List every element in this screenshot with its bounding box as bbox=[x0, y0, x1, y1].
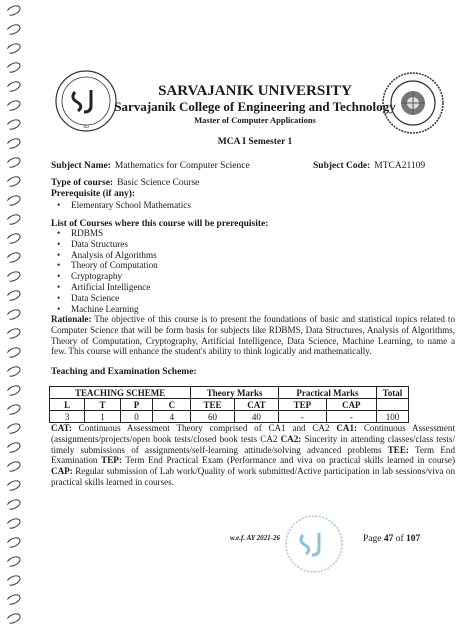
binder-ring-icon bbox=[5, 497, 22, 511]
table-cell: 40 bbox=[234, 411, 278, 423]
table-subheader: TEE bbox=[191, 399, 235, 411]
table-cell: - bbox=[279, 411, 327, 423]
definition-term: CAP: bbox=[51, 466, 73, 477]
scheme-heading: Teaching and Examination Scheme: bbox=[51, 367, 197, 377]
list-item: • Theory of Computation bbox=[51, 260, 158, 271]
definition-term: CA1: bbox=[336, 423, 358, 433]
binder-ring-icon bbox=[5, 22, 22, 36]
binder-ring-icon bbox=[5, 516, 22, 530]
table-cell: 60 bbox=[191, 411, 235, 423]
definition-text: Continuous Assessment Theory comprised of CA1 and CA2 bbox=[71, 423, 337, 433]
program-name: Master of Computer Applications bbox=[194, 115, 316, 125]
page-total: 107 bbox=[406, 534, 421, 544]
list-item: • Artificial Intelligence bbox=[51, 282, 158, 293]
binder-ring-icon bbox=[5, 383, 22, 397]
binder-ring-icon bbox=[5, 3, 22, 17]
list-item: • RDBMS bbox=[51, 228, 158, 239]
prerequisite-heading: Prerequisite (if any): bbox=[51, 189, 136, 199]
binder-ring-icon bbox=[5, 402, 22, 416]
definition-term: CAT: bbox=[51, 423, 72, 433]
list-item: • Data Science bbox=[51, 293, 158, 304]
list-item: • Machine Learning bbox=[51, 304, 158, 315]
binder-ring-icon bbox=[5, 193, 22, 207]
binder-ring-icon bbox=[5, 364, 22, 378]
page-number bbox=[363, 534, 420, 544]
binder-ring-icon bbox=[5, 459, 22, 473]
subject-name-label: Subject Name: bbox=[51, 161, 111, 171]
list-item: • Data Structures bbox=[51, 239, 158, 250]
binder-ring-icon bbox=[5, 231, 22, 245]
definition-term: TEE: bbox=[387, 444, 409, 455]
definition-text: Regular submission of Lab work/Quality of work submitted/Active participation in lab sessions/viva on practical skills learned in courses. bbox=[51, 466, 455, 487]
binder-ring-icon bbox=[5, 345, 22, 359]
subject-code-label: Subject Code: bbox=[313, 161, 371, 171]
table-subheader-empty bbox=[376, 399, 408, 411]
binder-rings bbox=[2, 0, 26, 632]
courses-heading: List of Courses where this course will be prerequisite: bbox=[51, 219, 269, 229]
logo-lettering: SU bbox=[83, 124, 89, 129]
subject-code-row bbox=[313, 155, 425, 173]
binder-ring-icon bbox=[5, 554, 22, 568]
table-cell: 0 bbox=[120, 411, 153, 423]
course-type-value: Basic Science Course bbox=[117, 178, 200, 188]
list-item: • Analysis of Algorithms bbox=[51, 250, 158, 261]
definition-term: CA2: bbox=[280, 433, 302, 444]
binder-ring-icon bbox=[5, 41, 22, 55]
subject-name-row bbox=[51, 155, 250, 173]
rationale-label: Rationale: bbox=[51, 314, 92, 324]
table-subheader: L bbox=[50, 399, 85, 411]
prerequisite-list bbox=[51, 200, 191, 211]
table-subheader: TEP bbox=[279, 399, 327, 411]
subject-code-value: MTCA21109 bbox=[374, 161, 426, 171]
theory-marks-header: Theory Marks bbox=[191, 387, 279, 399]
table-subheader: CAT bbox=[234, 399, 278, 411]
rationale-paragraph bbox=[51, 314, 455, 357]
table-subheader-row bbox=[50, 399, 409, 411]
definition-text: Term End Practical Exam (Performance and viva on practical skills learned in course) bbox=[121, 455, 455, 466]
binder-ring-icon bbox=[5, 535, 22, 549]
binder-ring-icon bbox=[5, 136, 22, 150]
table-subheader: CAP bbox=[326, 399, 376, 411]
binder-ring-icon bbox=[5, 440, 22, 454]
subject-name-value: Mathematics for Computer Science bbox=[114, 161, 250, 171]
binder-ring-icon bbox=[5, 98, 22, 112]
semester-title: MCA I Semester 1 bbox=[217, 137, 293, 147]
page-current: 47 bbox=[383, 534, 394, 544]
table-cell: 4 bbox=[153, 411, 191, 423]
binder-ring-icon bbox=[5, 326, 22, 340]
definition-text: Term End Examination bbox=[51, 444, 455, 466]
binder-ring-icon bbox=[5, 611, 22, 625]
binder-ring-icon bbox=[5, 269, 22, 283]
binder-ring-icon bbox=[5, 478, 22, 492]
courses-list bbox=[51, 228, 158, 314]
binder-ring-icon bbox=[5, 573, 22, 587]
table-row bbox=[50, 411, 409, 423]
teaching-scheme-header: TEACHING SCHEME bbox=[50, 387, 191, 399]
table-subheader: C bbox=[153, 399, 191, 411]
binder-ring-icon bbox=[5, 155, 22, 169]
table-cell: 1 bbox=[85, 411, 120, 423]
definition-text: Continuous Assessment (assignments/projects/open book tests/closed book tests CA2 bbox=[51, 423, 455, 444]
binder-ring-icon bbox=[5, 421, 22, 435]
binder-ring-icon bbox=[5, 307, 22, 321]
binder-ring-icon bbox=[5, 250, 22, 264]
table-cell: 100 bbox=[376, 411, 408, 423]
course-type-row bbox=[51, 172, 199, 190]
binder-ring-icon bbox=[5, 288, 22, 302]
definition-text: Sincerity in attending classes/class tests/ timely submissions of assignments/self-learning attitude/solving advanced problems bbox=[51, 433, 455, 455]
table-subheader: P bbox=[120, 399, 153, 411]
rationale-text: The objective of this course is to present the foundations of basic and statistical topics related to Computer Science that will be form basis for subjects like RDBMS, Data Structures, Analysis of Algorithms, Theory of Computation, Cryptography, Artificial Intelligence, Data Science, Machine Learning, to name a few. This course will enhance the student's ability to think logically and mathematically. bbox=[51, 314, 455, 357]
binder-ring-icon bbox=[5, 117, 22, 131]
binder-ring-icon bbox=[5, 592, 22, 606]
table-cell: 3 bbox=[50, 411, 85, 423]
table-subheader: T bbox=[85, 399, 120, 411]
document-page bbox=[45, 0, 465, 632]
list-item: • Elementary School Mathematics bbox=[51, 200, 191, 211]
total-header: Total bbox=[376, 387, 408, 399]
watermark-logo bbox=[283, 513, 345, 575]
definition-term: TEP: bbox=[101, 455, 122, 466]
list-item: • Cryptography bbox=[51, 271, 158, 282]
table-cell: - bbox=[326, 411, 376, 423]
effective-year: w.e.f. AY 2021-26 bbox=[230, 534, 280, 542]
scheme-table bbox=[49, 386, 409, 423]
binder-ring-icon bbox=[5, 174, 22, 188]
college-name: Sarvajanik College of Engineering and Technology bbox=[114, 99, 396, 114]
practical-marks-header: Practical Marks bbox=[279, 387, 377, 399]
page-prefix: Page bbox=[363, 534, 384, 544]
binder-ring-icon bbox=[5, 212, 22, 226]
table-header-row bbox=[50, 387, 409, 399]
binder-ring-icon bbox=[5, 60, 22, 74]
definitions-paragraph bbox=[51, 423, 455, 488]
college-seal bbox=[380, 70, 446, 136]
binder-ring-icon bbox=[5, 79, 22, 93]
page-of: of bbox=[393, 534, 407, 544]
university-name: SARVAJANIK UNIVERSITY bbox=[158, 83, 352, 99]
course-type-label: Type of course: bbox=[51, 178, 114, 188]
